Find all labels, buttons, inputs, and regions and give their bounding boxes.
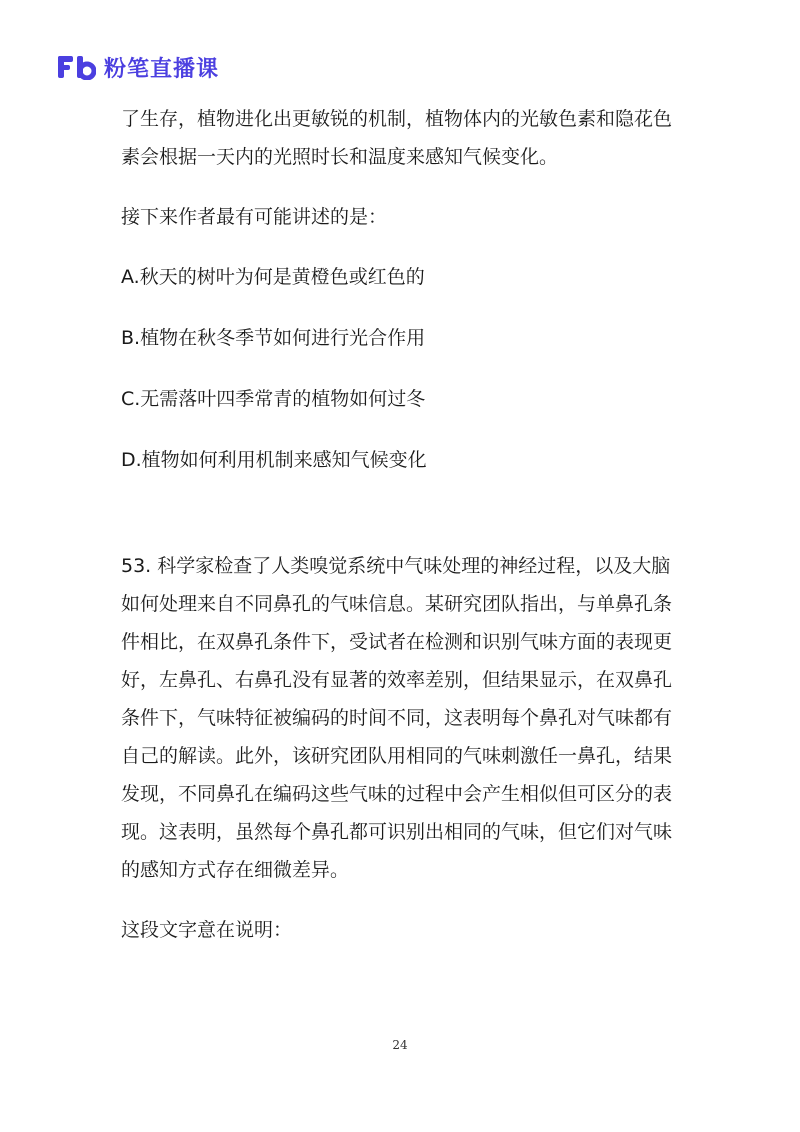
option-a: A.秋天的树叶为何是黄橙色或红色的 bbox=[121, 266, 425, 288]
brand-name: 粉笔直播课 bbox=[104, 56, 220, 82]
page-content bbox=[121, 100, 681, 949]
page-number: 24 bbox=[392, 1038, 408, 1052]
option-c: C.无需落叶四季常青的植物如何过冬 bbox=[121, 388, 426, 410]
header bbox=[58, 52, 219, 82]
passage-continuation: 了生存，植物进化出更敏锐的机制，植物体内的光敏色素和隐花色素会根据一天内的光照时长和温度来感知气候变化。 bbox=[121, 108, 673, 168]
option-d: D.植物如何利用机制来感知气候变化 bbox=[121, 449, 427, 471]
question-53-text: 53. 科学家检查了人类嗅觉系统中气味处理的神经过程，以及大脑如何处理来自不同鼻孔的气味信息。某研究团队指出，与单鼻孔条件相比，在双鼻孔条件下，受试者在检测和识别气味方面的表现更好，左鼻孔、右鼻孔没有显著的效率差别，但结果显示，在双鼻孔条件下，气味特征被编码的时间不同，这表明每个鼻孔对气味都有自己的解读。此外，该研究团队用相同的气味刺激任一鼻孔，结果发现，不同鼻孔在编码这些气味的过程中会产生相似但可区分的表现。这表明，虽然每个鼻孔都可识别出相同的气味，但它们对气味的感知方式存在细微差异。 bbox=[121, 555, 673, 881]
fenbi-logo-icon bbox=[58, 54, 96, 80]
option-b: B.植物在秋冬季节如何进行光合作用 bbox=[121, 327, 426, 349]
question-prompt: 接下来作者最有可能讲述的是： bbox=[121, 206, 388, 228]
question-53-prompt: 这段文字意在说明： bbox=[121, 919, 293, 941]
